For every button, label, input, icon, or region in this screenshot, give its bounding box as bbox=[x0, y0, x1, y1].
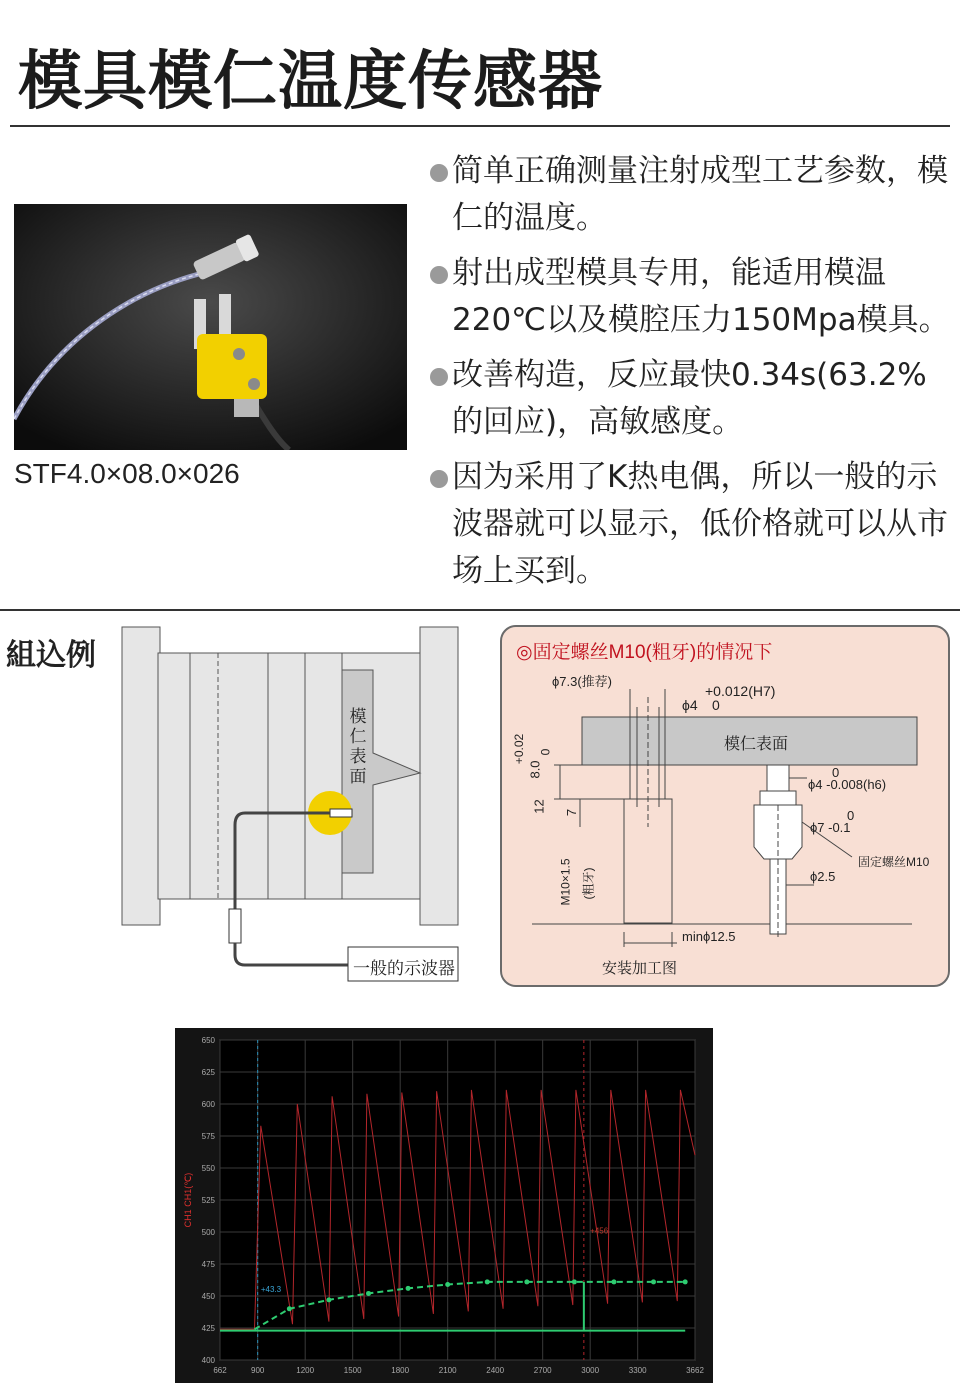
x-tick-label: 2100 bbox=[438, 1366, 457, 1375]
dim-phi25: ϕ2.5 bbox=[810, 869, 836, 884]
page-title: 模具模仁温度传感器 bbox=[18, 45, 603, 119]
dim-min125: minϕ12.5 bbox=[682, 929, 736, 944]
dim-zero-phi7: 0 bbox=[847, 808, 855, 823]
annotation-label: +456 bbox=[590, 1226, 609, 1236]
product-photo bbox=[14, 204, 407, 450]
divider-top bbox=[10, 125, 950, 127]
dim-8-tol-plus: +0.02 bbox=[512, 733, 527, 765]
x-tick-label: 3300 bbox=[628, 1366, 647, 1375]
x-tick-label: 2400 bbox=[486, 1366, 505, 1375]
bullet-icon bbox=[430, 266, 448, 284]
dim-phi4: ϕ4 bbox=[682, 697, 698, 713]
feature-item bbox=[430, 352, 950, 446]
bullet-icon bbox=[430, 164, 448, 182]
dim-thread: M10×1.5 bbox=[558, 858, 573, 906]
dim-zero: 0 bbox=[712, 697, 720, 713]
series-point bbox=[611, 1279, 616, 1284]
y-tick-label: 575 bbox=[201, 1132, 215, 1141]
y-axis-label: CH1 CH1(℃) bbox=[183, 1172, 193, 1228]
y-tick-label: 425 bbox=[201, 1324, 215, 1333]
feature-text: 简单正确测量注射成型工艺参数，模仁的温度。 bbox=[452, 153, 948, 236]
dim-7: 7 bbox=[564, 808, 580, 817]
y-tick-label: 600 bbox=[201, 1100, 215, 1109]
mold-surface-label: 模仁表面 bbox=[349, 707, 367, 786]
surface-label: 模仁表面 bbox=[724, 736, 789, 753]
dim-8: 8.0 bbox=[527, 760, 543, 779]
annotation-label: +43.3 bbox=[260, 1285, 282, 1295]
oscilloscope-label: 一般的示波器 bbox=[353, 959, 455, 978]
dim-phi73: ϕ7.3(推荐) bbox=[552, 674, 613, 689]
feature-text: 因为采用了K热电偶，所以一般的示波器就可以显示，低价格就可以从市场上买到。 bbox=[452, 459, 948, 589]
mold-diagram bbox=[120, 625, 465, 990]
drawing-label: 安装加工图 bbox=[602, 960, 678, 977]
divider-middle bbox=[0, 609, 960, 611]
series-point bbox=[366, 1291, 371, 1296]
temperature-chart bbox=[175, 1028, 713, 1383]
series-point bbox=[572, 1279, 577, 1284]
feature-text: 射出成型模具专用，能适用模温220℃以及模腔压力150Mpa模具。 bbox=[452, 255, 950, 338]
feature-item bbox=[430, 250, 950, 344]
x-tick-label: 2700 bbox=[533, 1366, 552, 1375]
series-point bbox=[287, 1306, 292, 1311]
series-point bbox=[485, 1279, 490, 1284]
feature-text: 改善构造，反应最快0.34s(63.2%的回应)，高敏感度。 bbox=[452, 357, 927, 440]
dim-phi4-h6: ϕ4 -0.008(h6) bbox=[808, 777, 887, 792]
series-point bbox=[524, 1279, 529, 1284]
dim-12: 12 bbox=[531, 799, 547, 814]
x-tick-label: 3662 bbox=[686, 1366, 704, 1375]
y-tick-label: 625 bbox=[201, 1068, 215, 1077]
y-tick-label: 450 bbox=[201, 1292, 215, 1301]
bullet-icon bbox=[430, 470, 448, 488]
x-tick-label: 1500 bbox=[343, 1366, 362, 1375]
y-tick-label: 500 bbox=[201, 1228, 215, 1237]
dim-8-tol-zero: 0 bbox=[538, 748, 553, 756]
feature-item bbox=[430, 454, 950, 595]
x-tick-label: 1800 bbox=[391, 1366, 410, 1375]
dim-zero-h6: 0 bbox=[832, 765, 840, 780]
feature-list bbox=[430, 148, 950, 603]
dim-tol-h7: +0.012(H7) bbox=[705, 683, 776, 699]
y-tick-label: 550 bbox=[201, 1164, 215, 1173]
dim-phi7: ϕ7 -0.1 bbox=[810, 820, 851, 835]
y-tick-label: 475 bbox=[201, 1260, 215, 1269]
series-point bbox=[406, 1286, 411, 1291]
example-label: 組込例 bbox=[6, 638, 96, 673]
install-title: ◎固定螺丝M10(粗牙)的情况下 bbox=[516, 642, 773, 663]
product-caption: STF4.0×08.0×026 bbox=[14, 458, 240, 489]
y-tick-label: 400 bbox=[201, 1356, 215, 1365]
x-tick-label: 662 bbox=[213, 1366, 227, 1375]
y-tick-label: 650 bbox=[201, 1036, 215, 1045]
screw-label: 固定螺丝M10 bbox=[858, 855, 930, 869]
bullet-icon bbox=[430, 368, 448, 386]
x-tick-label: 3000 bbox=[581, 1366, 600, 1375]
dim-thread-note: (粗牙) bbox=[581, 867, 596, 900]
x-tick-label: 900 bbox=[251, 1366, 265, 1375]
feature-item bbox=[430, 148, 950, 242]
series-point bbox=[683, 1279, 688, 1284]
install-drawing-panel bbox=[500, 625, 950, 987]
x-tick-label: 1200 bbox=[296, 1366, 315, 1375]
y-tick-label: 525 bbox=[201, 1196, 215, 1205]
series-point bbox=[445, 1282, 450, 1287]
series-point bbox=[651, 1279, 656, 1284]
series-point bbox=[326, 1297, 331, 1302]
